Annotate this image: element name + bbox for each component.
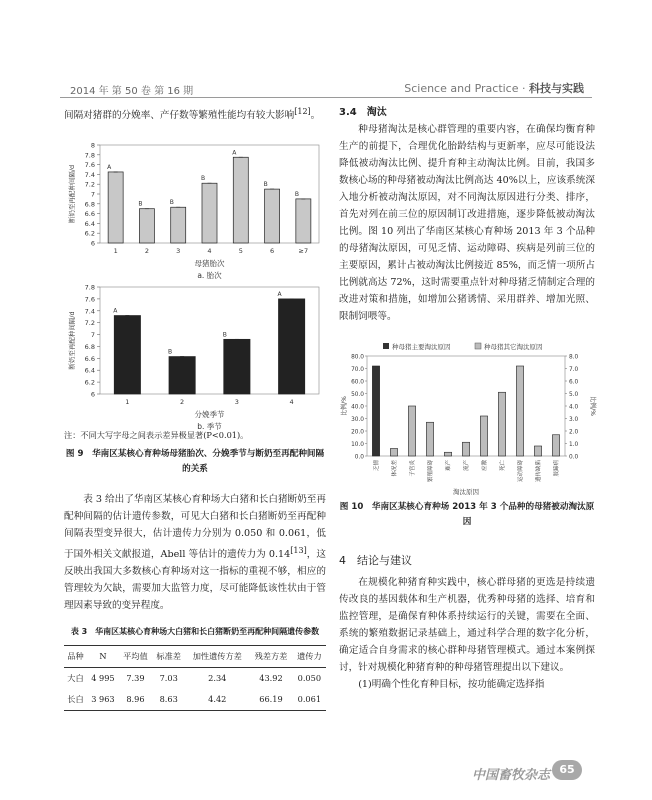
- y-tick-label: 6.8: [84, 200, 95, 209]
- table-cell: 2.34: [208, 673, 227, 684]
- y-tick-label: 7.6: [84, 161, 95, 170]
- x-tick-label: 3: [234, 398, 239, 406]
- significance-label: B: [294, 190, 299, 198]
- bar-other: [480, 416, 487, 456]
- table-header-cell: 平均值: [123, 651, 148, 662]
- x-tick-label: 2: [180, 398, 185, 406]
- paragraph: 间隔对猪群的分娩率、产仔数等繁殖性能均有较大影响[12]。: [64, 107, 321, 122]
- bar: [265, 189, 280, 243]
- table-cell: 长白: [67, 694, 84, 705]
- table-header-cell: N: [99, 651, 107, 662]
- bar: [278, 299, 304, 394]
- table3: [64, 645, 326, 711]
- y-tick-label: 6.8: [84, 342, 95, 351]
- x-tick-label: 子宫炎: [410, 460, 416, 477]
- bar-main: [372, 366, 379, 456]
- y-tick-label-right: 1.0: [569, 441, 579, 448]
- bar-other: [462, 442, 469, 456]
- fig9-caption: 图 9 华南区某核心育种场母猪胎次、分娩季节与断奶至再配种间隔的关系: [65, 449, 325, 474]
- y-tick-label: 7.4: [84, 170, 95, 179]
- bar-other: [534, 446, 541, 456]
- bar-other: [444, 452, 451, 456]
- table-header-cell: 标准差: [156, 651, 181, 662]
- header-rule: [60, 97, 592, 98]
- table-cell: 66.19: [259, 694, 283, 705]
- table-cell: 大白: [67, 673, 84, 684]
- bar: [202, 183, 217, 243]
- fig9-notes: [64, 429, 326, 711]
- bar: [139, 209, 154, 243]
- y-axis-label: 断奶至再配种间隔/d: [68, 311, 76, 370]
- section-3-4-title: 3.4 淘汰: [339, 107, 387, 118]
- y-tick-label-right: 0.0: [569, 454, 579, 461]
- significance-label: B: [263, 181, 268, 189]
- bar: [296, 199, 311, 243]
- journal-issue: 2014 年 第 50 卷 第 16 期: [70, 86, 194, 97]
- significance-label: B: [169, 199, 174, 207]
- legend-swatch-other: [475, 343, 481, 349]
- fig9a-chart: [64, 140, 326, 282]
- y-tick-label: 6: [90, 239, 95, 248]
- bar: [169, 357, 195, 394]
- x-tick-label: 流产: [464, 460, 470, 472]
- y-tick-label: 7.6: [84, 295, 95, 304]
- y-tick-label: 7: [90, 331, 95, 340]
- y-axis-label: 断奶至再配种间隔/d: [68, 164, 76, 224]
- y-tick-label-right: 3.0: [569, 416, 579, 423]
- x-tick-label: 肢蹄病: [554, 460, 560, 477]
- section-4-title: 4 结论与建议: [339, 554, 412, 567]
- y-axis-label-left: 比例/%: [341, 396, 348, 416]
- x-axis-label: 分娩季节: [194, 410, 225, 419]
- significance-label: A: [107, 163, 112, 171]
- legend-label: 种母猪其它淘汰原因: [484, 343, 543, 351]
- x-tick-label: 4: [289, 398, 294, 406]
- bar-other: [390, 449, 397, 457]
- paragraph: 在规模化种猪育种实践中，核心群母猪的更选是持续遗传改良的基因载体和生产机器，优秀种母猪的选择、培育和监控管理，是确保育种体系持续运行的关键，需要在全面、系统的繁殖数据记录基础上，通过科学合理的数字化分析，确定适合自身需求的核心群种母猪管理模式。通过本案例探讨，针对规模化种猪育种的种母猪管理提出以下建议。: [339, 577, 595, 673]
- fig9b-chart: [64, 284, 326, 432]
- y-tick-label-left: 0.0: [354, 454, 364, 461]
- x-tick-label: 死亡: [500, 460, 506, 472]
- y-tick-label: 7.8: [84, 283, 95, 292]
- y-tick-label: 6.4: [84, 366, 95, 375]
- x-tick-label: 6: [270, 247, 275, 255]
- x-tick-label: 乏情: [374, 460, 380, 472]
- table-cell: 8.63: [159, 694, 178, 705]
- left-column: [64, 103, 326, 124]
- legend-swatch-main: [383, 343, 389, 349]
- y-tick-label: 6.2: [84, 378, 95, 387]
- y-tick-label: 6.4: [84, 219, 95, 228]
- significance-label: A: [232, 149, 237, 157]
- x-tick-label: ≥7: [298, 247, 309, 255]
- x-tick-label: 体况差: [392, 460, 398, 477]
- section-header: Science and Practice · 科技与实践: [404, 82, 584, 95]
- y-tick-label-left: 40.0: [351, 404, 364, 411]
- x-axis-label: 淘汰原因: [453, 488, 479, 496]
- x-tick-label: 运动障碍: [518, 460, 524, 483]
- significance-label: B: [167, 348, 173, 356]
- x-tick-label: 2: [144, 247, 149, 255]
- x-tick-label: 1: [125, 398, 130, 406]
- table-header-cell: 品种: [67, 651, 84, 662]
- significance-label: B: [200, 175, 206, 183]
- fig9-note: 注：不同大写字母之间表示差异极显著(P<0.01)。: [64, 430, 249, 440]
- y-tick-label-left: 10.0: [351, 441, 364, 448]
- table-header-cell: 遗传力: [297, 651, 322, 662]
- bar: [233, 157, 248, 243]
- y-tick-label-right: 4.0: [569, 404, 579, 411]
- paragraph: (1)明确个性化育种目标，按功能确定选择指: [358, 679, 545, 690]
- y-tick-label-left: 60.0: [351, 379, 364, 386]
- page-number: 65: [552, 760, 582, 780]
- x-tick-label: 4: [207, 247, 212, 255]
- bar-other: [426, 422, 433, 456]
- table-header-cell: 残差方差: [254, 651, 288, 662]
- x-axis-label: 母猪胎次: [194, 259, 225, 268]
- y-tick-label-right: 8.0: [569, 354, 579, 361]
- table-cell: 0.061: [297, 694, 322, 705]
- table-cell: 4.42: [208, 694, 227, 705]
- table-row: [64, 668, 326, 690]
- x-tick-label: 1: [113, 247, 118, 255]
- table-cell: 4 995: [91, 673, 115, 684]
- table-header-cell: 加性遗传方差: [192, 651, 242, 662]
- y-tick-label-left: 30.0: [351, 416, 364, 423]
- bar: [224, 339, 250, 394]
- bar: [108, 172, 123, 243]
- bar-other: [498, 392, 505, 456]
- paragraph: 表 3 给出了华南区某核心育种场大白猪和长白猪断奶至再配种间隔的估计遗传参数，可见大白猪和长白猪断奶至再配种间隔表型变异很大，估计遗传力分别为 0.050 和 0.061，低于国外相关文献报道，Abell 等估计的遗传力为 0.14[13]，这反映出我国大多数核心育种场对这一指标的重视不够，相应的管理较为欠缺，需要加大监管力度，尽可能降低该性状由于管理因素导致的变异程度。: [64, 494, 327, 612]
- table-cell: 43.92: [259, 673, 283, 684]
- y-tick-label: 8: [90, 141, 95, 150]
- y-tick-label-left: 50.0: [351, 391, 364, 398]
- table-cell: 8.96: [126, 694, 145, 705]
- table3-caption: 表 3 华南区某核心育种场大白猪和长白猪断奶至再配种间隔遗传参数: [70, 627, 320, 637]
- bar-other: [552, 435, 559, 456]
- y-tick-label: 7.8: [84, 151, 95, 160]
- y-tick-label-right: 7.0: [569, 366, 579, 373]
- table-cell: 7.03: [159, 673, 178, 684]
- journal-logo-text: 中国畜牧杂志: [472, 768, 551, 783]
- y-tick-label-right: 6.0: [569, 379, 579, 386]
- x-tick-label: 3: [176, 247, 181, 255]
- table-row: [64, 689, 326, 711]
- right-column-lower: [339, 500, 595, 693]
- bar-main: [516, 366, 523, 456]
- significance-label: B: [138, 200, 143, 208]
- table-cell: 7.39: [126, 673, 145, 684]
- y-tick-label-left: 80.0: [351, 354, 364, 361]
- table-cell: 3 963: [91, 694, 115, 705]
- x-tick-label: 遗传缺陷: [536, 460, 542, 483]
- fig10-caption: 图 10 华南区某核心育种场 2013 年 3 个品种的母猪被动淘汰原因: [339, 502, 595, 527]
- bar: [114, 316, 140, 394]
- y-tick-label: 6.6: [84, 354, 95, 363]
- y-tick-label-right: 2.0: [569, 429, 579, 436]
- y-tick-label: 6.2: [84, 229, 95, 238]
- y-tick-label: 7.2: [84, 319, 95, 328]
- paragraph: 种母猪淘汰是核心群管理的重要内容，在确保均衡育种生产的前提下，合理优化胎龄结构与更新率，应尽可能设法降低被动淘汰比例、提升育种主动淘汰比例。目前，我国多数核心场的种母猪被动淘汰比例高达 40%以上，应该系统深入地分析被动淘汰原因，对不同淘汰原因进行分类、排序，首先对列在前三位的原因制订改进措施，逐步降低被动淘汰比例。图 10 列出了华南区某核心育种场 2013 年 3 个品种的母猪淘汰原因，可见乏情、运动障碍、疾病是列前三位的主要原因，累计占被动淘汰比例接近 85%，而乏情一项所占比例就高达 72%，这时需要重点针对种母猪乏情制定合理的改进对策和措施，如增加公猪诱情、采用群养、增加光照、限制饲喂等。: [339, 124, 595, 322]
- table-cell: 0.050: [297, 673, 322, 684]
- x-tick-label: 难产: [446, 460, 452, 472]
- fig10-chart: [339, 340, 595, 498]
- plot-frame: [367, 356, 565, 456]
- significance-label: A: [113, 307, 118, 315]
- y-tick-label: 7.4: [84, 307, 95, 316]
- legend-label: 种母猪主要淘汰原因: [392, 343, 451, 351]
- y-tick-label: 7.2: [84, 180, 95, 189]
- y-tick-label: 6: [90, 390, 95, 399]
- subfigure-title: b. 季节: [197, 422, 222, 431]
- y-tick-label-right: 5.0: [569, 391, 579, 398]
- y-tick-label-left: 70.0: [351, 366, 364, 373]
- right-column: [339, 103, 595, 325]
- x-tick-label: 繁殖障碍: [428, 460, 434, 483]
- bar: [171, 207, 186, 243]
- x-tick-label: 应激: [482, 460, 488, 472]
- significance-label: A: [277, 290, 282, 298]
- subfigure-title: a. 胎次: [197, 271, 222, 280]
- significance-label: B: [222, 331, 227, 339]
- x-tick-label: 5: [238, 247, 243, 255]
- y-tick-label: 7: [90, 190, 95, 199]
- y-tick-label-left: 20.0: [351, 429, 364, 436]
- bar-other: [408, 406, 415, 456]
- y-tick-label: 6.6: [84, 210, 95, 219]
- y-axis-label-right: 比例/%: [589, 396, 596, 416]
